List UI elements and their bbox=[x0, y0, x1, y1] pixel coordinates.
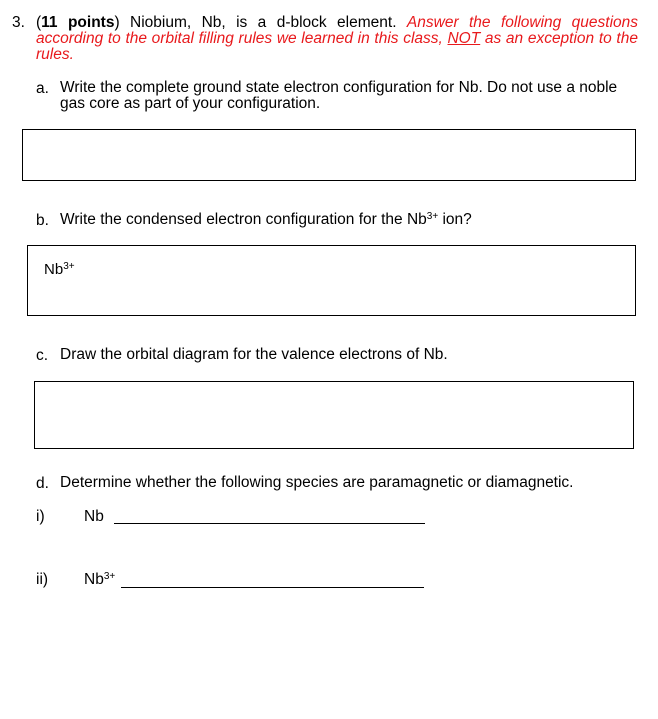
part-d-item-2-numeral: ii) bbox=[36, 571, 49, 588]
part-c-text: Draw the orbital diagram for the valence electrons of Nb. bbox=[60, 346, 448, 363]
part-d-item-2-species-name: Nb bbox=[84, 571, 104, 588]
instruction-not: NOT bbox=[447, 30, 481, 47]
part-c-letter: c. bbox=[36, 347, 49, 364]
part-b-charge: 3+ bbox=[426, 211, 439, 222]
part-b-box-species: Nb bbox=[44, 261, 64, 278]
part-d-item-2-answer-line[interactable] bbox=[121, 587, 424, 588]
part-b-answer-box[interactable] bbox=[27, 245, 636, 316]
question-intro: Niobium, Nb, is a d-block element. bbox=[130, 14, 397, 31]
instruction-part1: Answer the following questions according to the orbital filling rules we learned in this class, bbox=[36, 14, 639, 47]
question-text: (11 points) Niobium, Nb, is a d-block element. Answer the following questions according to the orbital filling rules we learned in this class, NOT as an exception to the rules. bbox=[36, 14, 639, 63]
part-c-answer-box[interactable] bbox=[34, 381, 634, 449]
part-d-item-2-charge: 3+ bbox=[103, 571, 116, 582]
instruction-part2: as an exception to the rules. bbox=[36, 30, 638, 63]
part-b-text-before: Write the condensed electron configuration for the Nb bbox=[60, 211, 427, 228]
part-d-item-1-numeral: i) bbox=[36, 508, 45, 525]
part-b-text-after: ion? bbox=[438, 211, 472, 228]
part-b-box-charge: 3+ bbox=[63, 261, 75, 272]
part-d-item-2-species bbox=[84, 571, 115, 589]
part-d-letter: d. bbox=[36, 475, 49, 492]
part-d-item-1-species bbox=[84, 508, 104, 526]
part-a-answer-box[interactable] bbox=[22, 129, 636, 181]
question-number: 3. bbox=[12, 14, 25, 31]
part-a-line2: gas core as part of your configuration. bbox=[60, 95, 321, 112]
question-points: 11 points bbox=[41, 14, 115, 31]
part-a-text bbox=[60, 80, 640, 112]
part-d-item-1-answer-line[interactable] bbox=[114, 523, 425, 524]
part-d-text: Determine whether the following species are paramagnetic or diamagnetic. bbox=[60, 474, 574, 491]
part-b-text bbox=[60, 212, 640, 228]
part-a-line1: Write the complete ground state electron configuration for Nb. Do not use a noble bbox=[60, 79, 618, 96]
part-b-letter: b. bbox=[36, 212, 49, 229]
part-a-letter: a. bbox=[36, 80, 49, 97]
part-d-item-1-species-name: Nb bbox=[84, 508, 104, 525]
part-b-box-label bbox=[44, 261, 75, 278]
